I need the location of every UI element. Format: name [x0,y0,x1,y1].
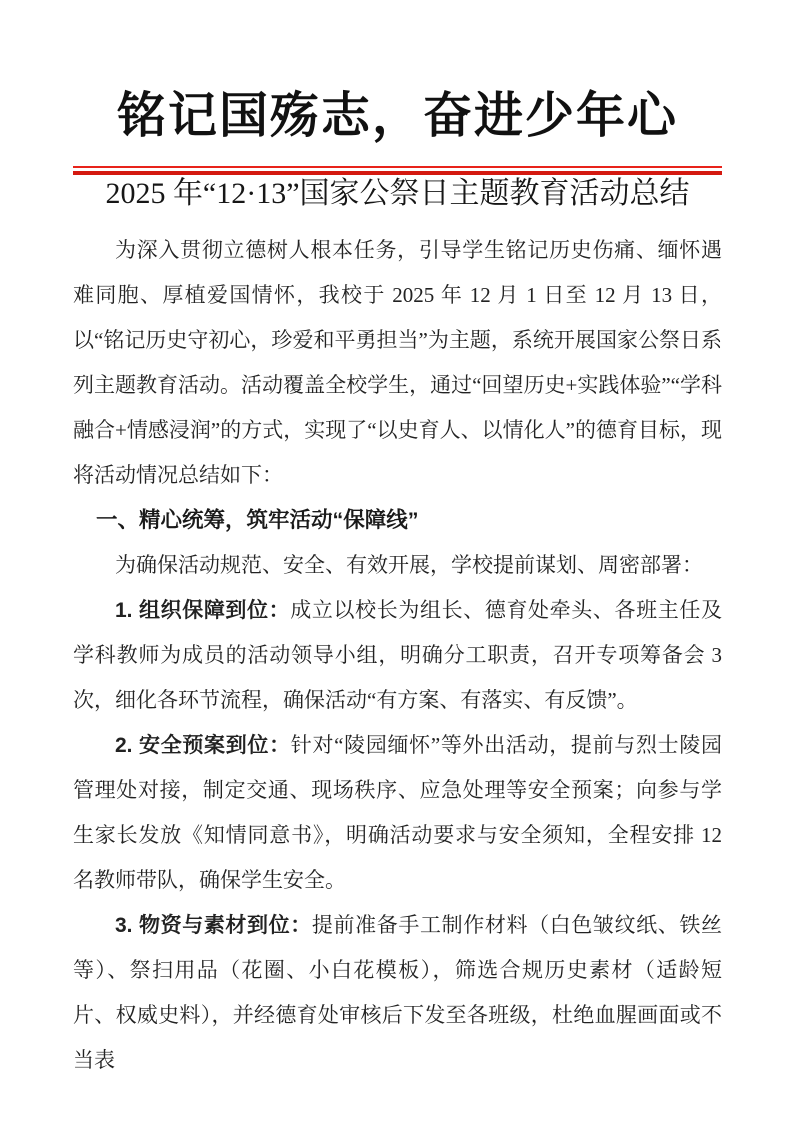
item-3-text: 提前准备手工制作材料（白色皱纹纸、铁丝等）、祭扫用品（花圈、小白花模板），筛选合规历史素材（适龄短片、权威史料），并经德育处审核后下发至各班级，杜绝血腥画面或不当表 [73,913,722,1072]
item-2-text: 针对“陵园缅怀”等外出活动，提前与烈士陵园管理处对接，制定交通、现场秩序、应急处理等安全预案；向参与学生家长发放《知情同意书》，明确活动要求与安全须知，全程安排 12 名教师带队，确保学生安全。 [73,733,722,892]
item-2-lead: 2. 安全预案到位： [115,734,291,757]
section-1-heading: 一、精心统筹，筑牢活动“保障线” [96,508,419,532]
document-body [73,228,722,1083]
section-1-item-2 [73,723,722,903]
section-1-item-3 [73,903,722,1083]
item-1-text: 成立以校长为组长、德育处牵头、各班主任及学科教师为成员的活动领导小组，明确分工职责，召开专项筹备会 3 次，细化各环节流程，确保活动“有方案、有落实、有反馈”。 [73,598,722,712]
item-1-lead: 1. 组织保障到位： [115,599,291,622]
intro-paragraph: 为深入贯彻立德树人根本任务，引导学生铭记历史伤痛、缅怀遇难同胞、厚植爱国情怀，我校于 2025 年 12 月 1 日至 12 月 13 日，以“铭记历史守初心，珍爱和平勇担当”为主题，系统开展国家公祭日系列主题教育活动。活动覆盖全校学生，通过“回望历史+实践体验”“学科融合+情感浸润”的方式，实现了“以史育人、以情化人”的德育目标，现将活动情况总结如下： [73,238,722,487]
section-1-lede: 为确保活动规范、安全、有效开展，学校提前谋划、周密部署： [115,553,703,577]
document-title: 2025 年“12·13”国家公祭日主题教育活动总结 [105,177,690,210]
section-1-item-1 [73,588,722,723]
item-3-lead: 3. 物资与素材到位： [115,914,312,937]
masthead-calligraphy: 铭记国殇志，奋进少年心 [116,86,678,144]
